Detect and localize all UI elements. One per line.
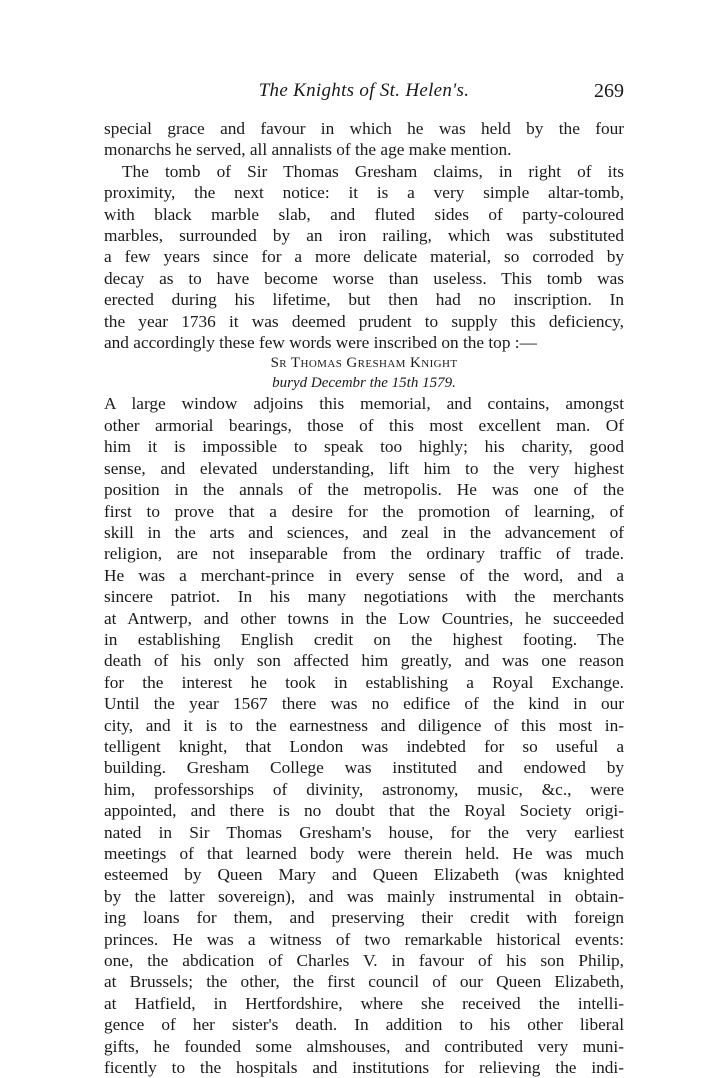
text-line: nated in Sir Thomas Gresham's house, for the very earliest xyxy=(104,822,624,842)
text-line: esteemed by Queen Mary and Queen Elizabeth (was knighted xyxy=(104,865,624,885)
text-line: He was a merchant-prince in every sense of the word, and a xyxy=(104,565,624,585)
text-line: decay as to have become worse than useless. This tomb was xyxy=(104,268,624,288)
text-line: religion, are not inseparable from the ordinary traffic of trade. xyxy=(104,544,624,564)
text-line: Until the year 1567 there was no edifice of the kind in our xyxy=(104,694,624,714)
text-line: and accordingly these few words were inscribed on the top :— xyxy=(104,333,537,353)
main-paragraph xyxy=(104,393,624,1078)
text-line: other armorial bearings, those of this most excellent man. Of xyxy=(104,415,624,435)
text-line: in establishing English credit on the highest footing. The xyxy=(104,629,624,649)
text-line: ing loans for them, and preserving their credit with foreign xyxy=(104,908,624,928)
text-line: appointed, and there is no doubt that the Royal Society origi- xyxy=(104,801,624,821)
text-line: position in the annals of the metropolis. He was one of the xyxy=(104,480,624,500)
text-line: with black marble slab, and fluted sides of party-coloured xyxy=(104,204,624,224)
text-line: building. Gresham College was instituted and endowed by xyxy=(104,758,624,778)
text-line: at Brussels; the other, the first council of our Queen Elizabeth, xyxy=(104,972,624,992)
text-line: by the latter sovereign), and was mainly instrumental in obtain- xyxy=(104,886,624,906)
page-header xyxy=(104,80,624,108)
text-line: him it is impossible to speak too highly; his charity, good xyxy=(104,437,624,457)
text-line: princes. He was a witness of two remarkable historical events: xyxy=(104,929,624,949)
text-line: gifts, he founded some almshouses, and contributed very muni- xyxy=(104,1036,624,1056)
text-line: meetings of that learned body were therein held. He was much xyxy=(104,844,624,863)
body-text xyxy=(104,118,624,1078)
text-line: marbles, surrounded by an iron railing, which was substituted xyxy=(104,226,624,246)
inscription-line: Sr Thomas Gresham Knight xyxy=(270,355,458,372)
text-line: proximity, the next notice: it is a very simple altar-tomb, xyxy=(104,183,624,203)
text-line: first to prove that a desire for the promotion of learning, of xyxy=(104,501,624,521)
text-line: for the interest he took in establishing a Royal Exchange. xyxy=(104,672,624,692)
text-line: at Antwerp, and other towns in the Low Countries, he succeeded xyxy=(104,608,624,628)
text-line: telligent knight, that London was indebted for so useful a xyxy=(104,736,624,756)
text-line: skill in the arts and sciences, and zeal in the advancement of xyxy=(104,522,624,542)
text-line: erected during his lifetime, but then had no inscription. In xyxy=(104,290,624,310)
text-line: monarchs he served, all annalists of the age make mention. xyxy=(104,140,512,160)
text-line: city, and it is to the earnestness and diligence of this most in- xyxy=(104,715,624,735)
inscription-line: buryd Decembr the 15th 1579. xyxy=(272,375,456,392)
text-line: the year 1736 it was deemed prudent to supply this deficiency, xyxy=(104,311,624,331)
text-line: a few years since for a more delicate material, so corroded by xyxy=(104,247,624,267)
running-title: The Knights of St. Helen's. xyxy=(258,80,470,101)
text-line: at Hatfield, in Hertfordshire, where she received the intelli- xyxy=(104,993,624,1013)
text-line: The tomb of Sir Thomas Gresham claims, in right of its xyxy=(122,161,624,181)
text-line: sense, and elevated understanding, lift him to the very highest xyxy=(104,458,624,478)
text-line: death of his only son affected him greatly, and was one reason xyxy=(104,651,624,671)
page-number: 269 xyxy=(594,80,624,102)
text-line: special grace and favour in which he was held by the four xyxy=(104,119,624,138)
text-line: him, professorships of divinity, astronomy, music, &c., were xyxy=(104,779,624,799)
text-line: sincere patriot. In his many negotiations with the merchants xyxy=(104,587,624,607)
text-line: gence of her sister's death. In addition to his other liberal xyxy=(104,1015,624,1035)
text-line: A large window adjoins this memorial, and contains, amongst xyxy=(104,394,624,414)
text-line: ficently to the hospitals and institutions for relieving the indi- xyxy=(104,1058,624,1078)
text-line: one, the abdication of Charles V. in favour of his son Philip, xyxy=(104,951,624,971)
